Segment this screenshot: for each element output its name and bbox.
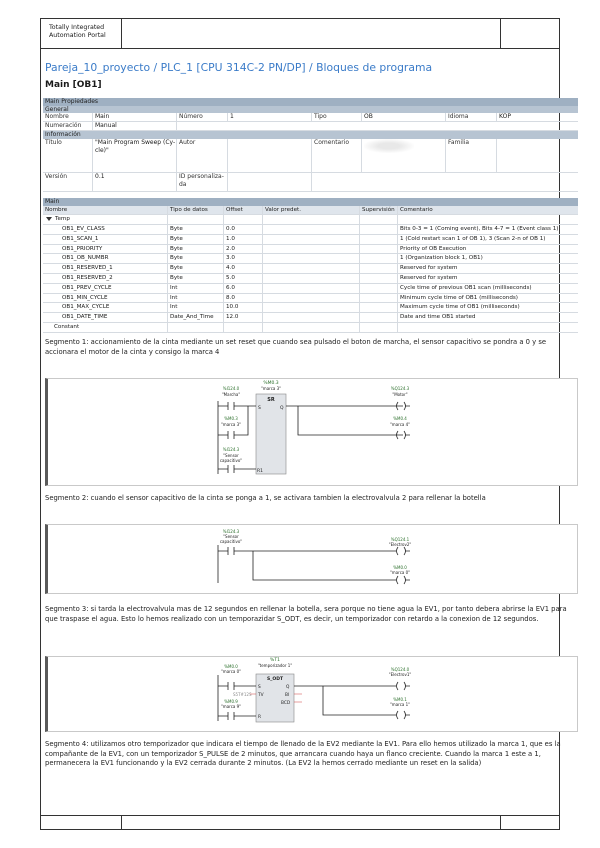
comentario-label: Comentario: [312, 139, 362, 172]
table-cell: OB1_RESERVED_2: [43, 274, 168, 283]
n3-coil1-address: %Q124.0: [390, 667, 410, 672]
network-3-diagram: [48, 657, 578, 731]
collapse-triangle-icon[interactable]: [46, 217, 52, 221]
constant-label: Constant: [43, 323, 168, 332]
temp-cell-2: [168, 215, 224, 224]
table-cell: OB1_OB_NUMBR: [43, 254, 168, 263]
table-cell: [360, 235, 398, 244]
table-cell: OB1_RESERVED_1: [43, 264, 168, 273]
coil1-address: %Q124.3: [390, 386, 410, 391]
props-row-numeracion: [43, 122, 578, 131]
footer-right-cell: [501, 816, 560, 830]
sr-type: SR: [267, 397, 275, 403]
segment-4-comment: Segmento 4: utilizamos otro temporizador que indicara el tiempo de llenado de la EV2 mediante la EV1. Para ello hemos utilizado la marca 1, que es la compañante de la EV1, con un temporizador S_PULSE de 2 minutos, que arrancara cuando haya un flanco creciente. Cuando la marca 1 este a 1, permanecera la EV1 funcionando y la EV2 cerrada durante 2 minutos. (La EV2 la hemos cerrado mediante un reset en la salida): [45, 740, 561, 768]
table-cell: [360, 254, 398, 263]
logo-line-1: Totally Integrated: [49, 24, 105, 31]
version-value: 0.1: [93, 173, 177, 191]
table-cell: 10.0: [224, 303, 263, 312]
table-cell: Priority of OB Execution: [400, 245, 467, 252]
table-cell: [263, 254, 360, 263]
temp-cell-6: [398, 215, 578, 224]
n2-coil1-address: %Q124.1: [390, 537, 410, 542]
numero-label: Número: [177, 113, 228, 121]
timer-symbol: "temporizador 1": [257, 663, 293, 668]
contact2-address: %M0.3: [224, 416, 238, 421]
timer-type: S_ODT: [266, 677, 284, 682]
network-2: [45, 524, 578, 594]
n3-contact-marca9[interactable]: [218, 712, 256, 720]
familia-label: Familia: [446, 139, 497, 172]
segment-2-comment: Segmento 2: cuando el sensor capacitivo de la cinta se ponga a 1, se activara tambien la electrovalvula 2 para rellenar la botella: [45, 494, 486, 502]
contact2-symbol: "marca 3": [220, 422, 242, 427]
n2-contact-symbol-1: "Sensor: [223, 534, 239, 539]
table-cell: Byte: [168, 254, 224, 263]
table-cell: [360, 294, 398, 303]
table-cell: [263, 225, 360, 234]
version-label: Versión: [43, 173, 93, 191]
n2-contact-address: %I124.3: [222, 529, 240, 534]
table-cell: [360, 284, 398, 293]
blurred-comment: [364, 139, 414, 153]
table-cell: 1 (Organization block 1, OB1): [400, 255, 483, 262]
sr-address: %M0.3: [263, 381, 279, 386]
table-row[interactable]: [43, 284, 578, 294]
constant-row: [43, 323, 578, 333]
footer-middle-cell: [122, 816, 501, 830]
autor-value: [228, 139, 312, 172]
contact3-symbol-2: capacitivo": [219, 458, 243, 463]
table-cell: 8.0: [224, 294, 263, 303]
table-cell: Byte: [168, 264, 224, 273]
table-cell: Maximum cycle time of OB1 (milliseconds): [400, 304, 520, 311]
col-tipo: Tipo de datos: [168, 206, 224, 215]
var-rows: [43, 225, 578, 323]
table-cell: OB1_DATE_TIME: [43, 313, 168, 322]
timer-pin-r: R: [258, 715, 261, 720]
id-label-line1: ID personaliza-: [179, 172, 224, 180]
temp-cell-5: [360, 215, 398, 224]
col-comentario: Comentario: [400, 206, 433, 213]
contact3-address: %I124.3: [222, 447, 240, 452]
logo-line-2: Automation Portal: [49, 32, 106, 39]
table-row[interactable]: [43, 235, 578, 245]
constant-cell-5: [360, 323, 398, 332]
block-title: Main [OB1]: [45, 80, 102, 90]
id-personalizada-value: [228, 173, 312, 191]
n3-contact-marca0[interactable]: [218, 682, 256, 690]
table-cell: 1.0: [224, 235, 263, 244]
table-cell: [360, 313, 398, 322]
network-1: [45, 378, 578, 486]
timer-pin-tv: TV: [258, 693, 264, 698]
n3-contact1-address: %M0.0: [224, 664, 238, 669]
contact1-symbol: "Marcha": [221, 392, 241, 397]
n3-output-wires: [294, 686, 396, 715]
temp-label: [43, 215, 168, 224]
timer-tv-value[interactable]: S5T#12S: [233, 692, 252, 697]
table-cell: Byte: [168, 274, 224, 283]
table-cell: [263, 284, 360, 293]
version-row-empty: [312, 173, 578, 191]
temp-cell-4: [263, 215, 360, 224]
sr-pin-r1: R1: [257, 469, 263, 474]
table-cell: OB1_EV_CLASS: [43, 225, 168, 234]
n3-contact1-symbol: "marca 0": [220, 669, 242, 674]
footer-left-cell: [40, 816, 122, 830]
table-row[interactable]: [43, 264, 578, 274]
table-cell: 4.0: [224, 264, 263, 273]
n2-contact-symbol-2: capacitivo": [219, 539, 243, 544]
titulo-label: Título: [43, 139, 93, 172]
n2-coil-marca0[interactable]: [397, 576, 411, 584]
comentario-value: [362, 139, 446, 172]
table-row[interactable]: [43, 274, 578, 284]
temp-cell-3: [224, 215, 263, 224]
props-row-titulo: [43, 139, 578, 173]
table-cell: 0.0: [224, 225, 263, 234]
segment-3-comment: Segmento 3: si tarda la electrovalvula mas de 12 segundos en rellenar la botella, sera porque no tiene agua la EV1, por tanto debera abrirse la EV1 para que traspase el agua. Esto lo hemos realizado con un temporazidar S_ODT, es decir, un temporizador con retardo a la conexion de 12 segundos.: [45, 605, 567, 623]
constant-cell-2: [168, 323, 224, 332]
table-cell: Byte: [168, 225, 224, 234]
informacion-band: Información: [43, 131, 578, 139]
interface-header-row: [43, 206, 578, 216]
contact3-sensor[interactable]: [218, 465, 256, 473]
interface-table: [43, 198, 578, 333]
n3-coil-marca1[interactable]: [397, 711, 411, 719]
contact1-marcha[interactable]: [218, 402, 256, 410]
titulo-value-line1: "Main Program Sweep (Cy-: [95, 138, 176, 146]
table-cell: OB1_PREV_CYCLE: [43, 284, 168, 293]
page-title: Pareja_10_proyecto / PLC_1 [CPU 314C-2 PN/DP] / Bloques de programa: [45, 61, 433, 74]
table-cell: [360, 245, 398, 254]
table-cell: [263, 303, 360, 312]
table-cell: [263, 264, 360, 273]
titulo-value-line2: cle)": [95, 146, 109, 154]
table-row[interactable]: [43, 245, 578, 255]
table-cell: [263, 274, 360, 283]
table-cell: [360, 225, 398, 234]
table-cell: [263, 245, 360, 254]
n2-contact-sensor[interactable]: [218, 547, 396, 580]
timer-pin-q: Q: [286, 685, 290, 690]
sr-pin-s: S: [258, 406, 261, 411]
n2-coil-electrov2[interactable]: [397, 547, 411, 555]
properties-section-band: Main Propiedades: [43, 98, 578, 106]
table-row[interactable]: [43, 225, 578, 235]
autor-label: Autor: [177, 139, 228, 172]
table-cell: Int: [168, 294, 224, 303]
col-offset: Offset: [224, 206, 263, 215]
numeracion-label: Numeración: [43, 122, 93, 130]
coil2-symbol: "marca 4": [389, 422, 411, 427]
n3-coil2-symbol: "marca 1": [389, 702, 411, 707]
table-cell: Reserved for system: [400, 275, 458, 282]
props-row-version: [43, 173, 578, 192]
table-cell: Int: [168, 303, 224, 312]
timer-pin-bi: BI: [285, 693, 290, 698]
constant-cell-6: [398, 323, 578, 332]
id-personalizada-label: [177, 173, 228, 191]
table-cell: OB1_SCAN_1: [43, 235, 168, 244]
table-cell: Cycle time of previous OB1 scan (milliseconds): [400, 284, 532, 291]
tia-portal-logo: [40, 18, 122, 48]
col-nombre: Nombre: [43, 206, 168, 215]
temp-text: Temp: [55, 216, 70, 223]
contact3-symbol-1: "Sensor: [223, 453, 239, 458]
table-cell: Reserved for system: [400, 265, 458, 272]
table-cell: Bits 0-3 = 1 (Coming event), Bits 4-7 = 1 (Event class 1): [400, 226, 559, 233]
table-cell: Byte: [168, 235, 224, 244]
table-row[interactable]: [43, 303, 578, 313]
contact1-address: %I124.0: [222, 386, 240, 391]
page-footer: [40, 815, 560, 830]
table-row[interactable]: [43, 254, 578, 264]
nombre-label: Nombre: [43, 113, 93, 121]
segment-1-comment: Segmento 1: accionamiento de la cinta mediante un set reset que cuando sea pulsado el boton de marcha, el sensor capacitivo se pondra a 0 y se accionara el motor de la cinta y consigo la marca 4: [45, 338, 547, 356]
coil1-symbol: "Motor": [392, 392, 408, 397]
table-cell: 5.0: [224, 274, 263, 283]
n2-coil2-symbol: "marca 0": [389, 570, 411, 575]
n3-coil2-address: %M0.1: [393, 697, 407, 702]
page-header: [40, 18, 560, 49]
numero-value: 1: [228, 113, 312, 121]
table-cell: 12.0: [224, 313, 263, 322]
nombre-value: Main: [93, 113, 177, 121]
numeracion-empty: [177, 122, 578, 130]
constant-cell-4: [263, 323, 360, 332]
table-cell: Date_And_Time: [168, 313, 224, 322]
table-cell: [360, 264, 398, 273]
general-band: General: [43, 106, 578, 114]
timer-pin-s: S: [258, 685, 261, 690]
table-cell: Date and time OB1 started: [400, 314, 476, 321]
timer-address: %T1: [270, 658, 280, 663]
col-supervision: Supervisión: [360, 206, 398, 215]
network-2-diagram: [48, 525, 578, 593]
n3-contact2-symbol: "marca 9": [220, 704, 242, 709]
table-cell: [263, 313, 360, 322]
id-label-line2: da: [179, 180, 187, 188]
col-valor: Valor predet.: [263, 206, 360, 215]
constant-cell-3: [224, 323, 263, 332]
familia-value: [497, 139, 578, 172]
titulo-value: [93, 139, 177, 172]
network-3: [45, 656, 578, 732]
n3-coil-electrov1[interactable]: [397, 682, 411, 690]
temp-row[interactable]: [43, 215, 578, 225]
coil2-address: %M0.4: [393, 416, 407, 421]
table-cell: OB1_MAX_CYCLE: [43, 303, 168, 312]
sr-symbol: "marca 3": [260, 386, 282, 391]
table-cell: 6.0: [224, 284, 263, 293]
n3-contact2-address: %M0.9: [224, 699, 238, 704]
sr-pin-q: Q: [280, 406, 284, 411]
output-wires: [286, 406, 403, 435]
network-1-diagram: [48, 379, 578, 485]
table-cell: [360, 274, 398, 283]
main-section-band: Main: [43, 198, 578, 206]
table-cell: [263, 294, 360, 303]
table-cell: Byte: [168, 245, 224, 254]
n2-coil1-symbol: "Electrov2": [388, 542, 412, 547]
table-cell: [263, 235, 360, 244]
table-cell: Minimum cycle time of OB1 (milliseconds): [400, 294, 518, 301]
n3-coil1-symbol: "Electrov1": [388, 672, 412, 677]
table-cell: 3.0: [224, 254, 263, 263]
header-middle-cell: [122, 18, 501, 48]
table-cell: 1 (Cold restart scan 1 of OB 1), 3 (Scan 2-n of OB 1): [400, 235, 546, 242]
table-cell: 2.0: [224, 245, 263, 254]
idioma-value: KOP: [499, 113, 511, 120]
n2-coil2-address: %M0.0: [393, 565, 407, 570]
properties-table: [43, 98, 578, 192]
props-row-nombre: [43, 113, 578, 122]
header-right-cell: [501, 18, 560, 48]
table-cell: Int: [168, 284, 224, 293]
tipo-value: OB: [362, 113, 446, 121]
table-row[interactable]: [43, 313, 578, 323]
tipo-label: Tipo: [312, 113, 362, 121]
numeracion-value: Manual: [93, 122, 177, 130]
table-row[interactable]: [43, 294, 578, 304]
timer-pin-bcd: BCD: [281, 701, 291, 706]
table-cell: OB1_PRIORITY: [43, 245, 168, 254]
table-cell: OB1_MIN_CYCLE: [43, 294, 168, 303]
idioma-label: Idioma: [446, 113, 497, 121]
table-cell: [360, 303, 398, 312]
